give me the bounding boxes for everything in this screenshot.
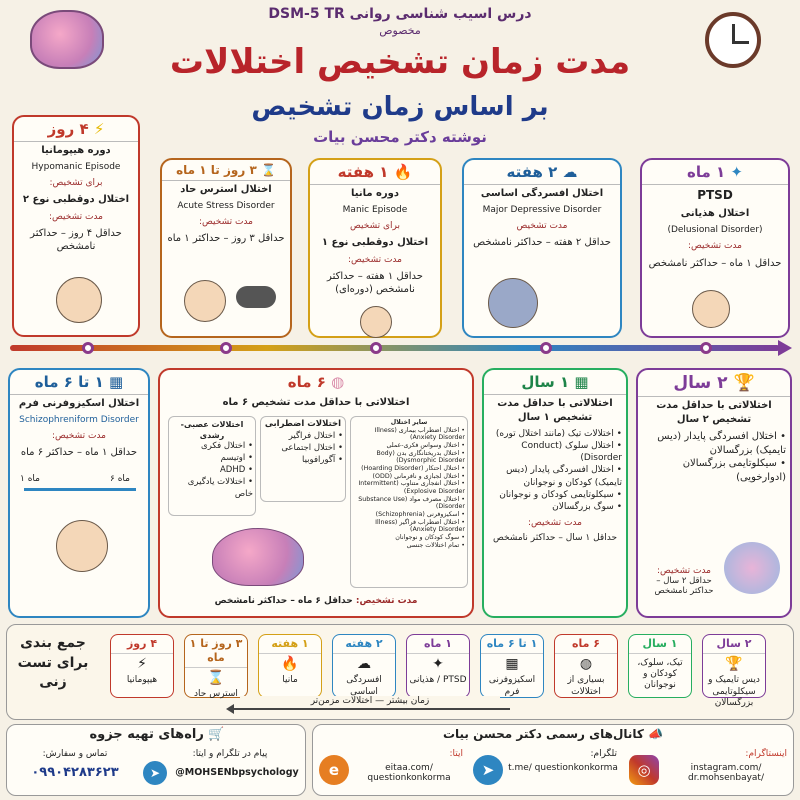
card-subtitle: اختلالاتی با حداقل مدت تشخیص ۶ ماه: [222, 397, 410, 408]
duration-label: مدت تشخیص: [516, 221, 568, 232]
duration-value: حداقل ۱ ماه – حداکثر نامشخص: [648, 257, 782, 269]
duration-label: مدت تشخیص:: [688, 241, 742, 252]
col-title: اختلالات اضطرابی: [264, 419, 342, 429]
calendar-icon: ▦: [109, 373, 124, 391]
eitaa-label: ایتا:: [449, 749, 463, 759]
card-name-en: Acute Stress Disorder: [177, 200, 275, 211]
list-item: • اختلال مصرف مواد (Substance Use Disorder): [358, 495, 465, 511]
calendar-icon: ▦: [574, 373, 589, 391]
duration-label: مدت تشخیص:: [657, 566, 711, 576]
list-item: • اختلال اجتماعی: [281, 442, 343, 453]
summary-box-icon: ⌛: [207, 669, 225, 686]
duration-value: حداقل ۲ هفته – حداکثر نامشخص: [473, 237, 611, 249]
card-two-years: [636, 368, 792, 618]
card-tag: ۱ تا ۶ ماه: [34, 373, 104, 391]
summary-box-icon: 🔥: [281, 655, 299, 672]
duration-label: مدت تشخیص:: [528, 517, 582, 528]
summary-box-duration: ۱ سال: [629, 635, 691, 654]
list-item: • تمام اختلالات جنسی: [406, 541, 465, 549]
card-tag: ۱ ماه: [687, 163, 726, 181]
timeline-dot: [700, 342, 712, 354]
fire-icon: 🔥: [393, 163, 413, 181]
card-tag: ۳ روز تا ۱ ماه: [176, 163, 257, 177]
list-item: • اختلالات تیک (مانند اختلال توره): [495, 429, 622, 439]
summary-box-duration: ۲ سال: [703, 635, 765, 654]
list-item: • اختلال لجبازی و نافرمانی (ODD): [372, 472, 465, 480]
instagram-icon: ◎: [629, 755, 659, 785]
list-item: • اسکیزوفرنی (Schizophrenia): [375, 511, 465, 519]
card-name: اختلال استرس حاد: [180, 184, 272, 195]
rain-cloud-icon: ☁: [562, 163, 578, 181]
summary-box-label: دیس تایمیک و سیکلوتایمی بزرگسالان: [708, 675, 760, 708]
telegram-icon: ➤: [143, 761, 167, 785]
list-item: • اختلال بدریختانگاری بدن (Body Dysmorphic Disorder): [376, 449, 465, 465]
col-anxiety: [260, 416, 346, 502]
summary-box-duration: ۶ ماه: [555, 635, 617, 654]
card-name-en: Manic Episode: [342, 204, 408, 215]
col-items: [263, 431, 343, 467]
contact-label: تماس و سفارش:: [42, 749, 108, 759]
list-item: • سیکلوتایمی کودکان و نوجوانان: [499, 489, 622, 500]
list-item: • اختلال فکری: [201, 441, 253, 452]
summary-box-icon: ☁: [357, 655, 371, 672]
col-neurodev: [168, 416, 256, 516]
summary-box: [480, 634, 544, 698]
summary-box-duration: ۴ روز: [111, 635, 173, 654]
summary-box-icon: 🏆: [725, 655, 743, 672]
brain-hands-illustration: [212, 528, 304, 586]
card-items: [638, 428, 790, 486]
summary-box-icon: ◍: [579, 655, 593, 672]
timeline-dot: [82, 342, 94, 354]
card-schizophreniform: [8, 368, 150, 618]
prep-box: [6, 724, 306, 796]
phone-number[interactable]: ۰۹۹۰۴۲۸۳۶۲۳: [31, 765, 119, 780]
summary-box: [258, 634, 322, 698]
col-items: [171, 441, 253, 500]
summary-box-duration: ۱ ماه: [407, 635, 469, 654]
duration-label: مدت تشخیص:: [355, 596, 418, 606]
range-arrow-left-label: ۱ ماه: [20, 474, 40, 484]
list-item: • اختلال سلوک (Conduct Disorder): [521, 441, 622, 464]
summary-box-label: اسکیزوفرنی فرم: [488, 675, 536, 697]
col-title: اختلالات عصبی-رشدی: [180, 420, 244, 441]
happy-person-illustration: [56, 277, 102, 323]
contact-handle[interactable]: @MOHSENbpsychology: [175, 767, 299, 778]
card-acute-stress: [160, 158, 292, 338]
cart-icon: 🛒: [208, 727, 225, 742]
lightning-icon: ⚡: [93, 120, 105, 138]
timeline-arrowhead: [778, 340, 792, 356]
card-name: اختلال افسردگی اساسی: [480, 188, 604, 199]
timeline-dot: [370, 342, 382, 354]
col-items: [353, 427, 465, 550]
eitaa-link[interactable]: eitaa.com/ questionkonkorma: [367, 763, 451, 783]
summary-box-label: تیک، سلوک، کودکان و نوجوانان: [637, 657, 683, 691]
col-title: سایر اختلال: [390, 419, 428, 426]
list-item: • سیکلوتایمی بزرگسالان (ادوارخویی): [682, 458, 786, 483]
summary-box-icon: ▦: [505, 655, 519, 672]
stressed-person-illustration: [184, 280, 226, 322]
summary-box-label: افسردگی اساسی: [346, 675, 382, 697]
puzzle-icon: ✦: [730, 163, 743, 181]
manic-person-illustration: [360, 306, 392, 338]
eitaa-icon: e: [319, 755, 349, 785]
timeline-bar: [10, 345, 780, 351]
range-arrow-right-label: ۶ ماه: [110, 474, 130, 484]
confused-person-illustration: [692, 290, 730, 328]
list-item: • اختلال فراگیر: [288, 430, 343, 441]
summary-box-label: PTSD / هذیانی: [409, 675, 467, 686]
duration-value: حداقل ۶ ماه – حداکثر نامشخص: [214, 596, 353, 606]
trophy-icon: 🏆: [733, 373, 755, 393]
worried-person-illustration: [56, 520, 108, 572]
card-major-depressive: [462, 158, 622, 338]
telegram-icon: ➤: [473, 755, 503, 785]
duration-label: مدت تشخیص:: [199, 217, 253, 228]
instagram-link[interactable]: instagram.com/ dr.mohsenbayat/: [688, 763, 764, 783]
summary-box-icon: ⚡: [137, 655, 147, 672]
card-name-en: Major Depressive Disorder: [482, 204, 602, 215]
list-item: • اختلال اضطراب فراگیر (Illness Anxiety Disorder): [375, 518, 465, 534]
duration-value: حداقل ۱ سال – حداکثر نامشخص: [492, 533, 618, 544]
card-name: اختلال اسکیزوفرنی فرم: [18, 398, 140, 409]
summary-arrowhead: [226, 704, 234, 714]
card-name: دوره مانیا: [350, 188, 400, 199]
duration-label: مدت تشخیص:: [348, 254, 402, 265]
card-name: دوره هیپومانیا: [41, 145, 111, 156]
summary-box-duration: ۱ تا ۶ ماه: [481, 635, 543, 654]
duration-label: مدت تشخیص:: [49, 211, 103, 222]
list-item: • اختلال افسردگی پایدار (دیس تایمیک) کودکان و نوجوانان: [506, 465, 622, 488]
card-tag: ۱ هفته: [337, 163, 389, 181]
card-name-en: Schizophreniform Disorder: [19, 414, 139, 425]
list-item: • اوتیسم: [220, 453, 253, 464]
duration-value: حداقل ۱ هفته – حداکثر نامشخص (دوره‌ای): [327, 270, 423, 296]
duration-label: مدت تشخیص:: [52, 431, 106, 442]
card-tag: ۴ روز: [47, 120, 89, 138]
clock-icon: [705, 12, 761, 68]
course-title: درس اسیب شناسی روانی DSM-5 TR: [268, 6, 532, 22]
card-tag: ۲ هفته: [506, 163, 558, 181]
for-value: اختلال دوقطبی نوع ۲: [22, 194, 130, 206]
for-label: برای تشخیص: [350, 221, 400, 232]
author: نوشته دکتر محسن بیات: [313, 128, 487, 146]
brain-icon: ◍: [331, 373, 345, 391]
summary-box-label: مانیا: [282, 675, 298, 686]
card-name-en: اختلال هذیانی: [680, 208, 750, 220]
duration-value: حداقل ۴ روز – حداکثر نامشخص: [30, 227, 122, 253]
channels-title: کانال‌های رسمی دکتر محسن بیات: [442, 727, 644, 741]
card-extra: (Delusional Disorder): [667, 224, 763, 235]
page-subtitle: بر اساس زمان تشخیص: [251, 92, 549, 122]
list-item: • سوگ کودکان و نوجوانان: [395, 534, 465, 542]
summary-box: [332, 634, 396, 698]
summary-box-duration: ۱ هفته: [259, 635, 321, 654]
duration-value: حداقل ۱ ماه – حداکثر ۶ ماه: [20, 447, 138, 459]
summary-box-label: بسیاری از اختلالات: [567, 675, 605, 697]
card-tag: ۲ سال: [673, 373, 728, 393]
telegram-eitaa-label: پیام در تلگرام و ایتا:: [192, 749, 268, 759]
range-arrow: [24, 488, 136, 491]
megaphone-icon: 📣: [648, 727, 664, 741]
summary-box: [554, 634, 618, 698]
telegram-link[interactable]: t.me/ questionkonkorma: [508, 763, 618, 773]
list-item: • اختلالات یادگیری خاص: [187, 477, 253, 499]
card-six-months: [158, 368, 474, 618]
summary-arrow: [230, 708, 510, 710]
summary-box-label: هیپومانیا: [126, 675, 158, 686]
card-hypomanic: [12, 115, 140, 337]
list-item: • آگورافوبیا: [302, 454, 343, 465]
timeline-dot: [540, 342, 552, 354]
brain-left-icon: [30, 10, 104, 69]
summary-title: جمع بندی برای تست زنی: [17, 635, 89, 691]
duration-value: حداقل ۳ روز – حداکثر ۱ ماه: [167, 233, 285, 245]
card-tag: ۱ سال: [521, 373, 570, 391]
telegram-label: تلگرام:: [590, 749, 617, 759]
for-value: اختلال دوقطبی نوع ۱: [321, 237, 429, 249]
summary-box: [628, 634, 692, 698]
list-item: • ADHD: [219, 465, 253, 476]
card-name-en: Hypomanic Episode: [31, 161, 121, 172]
summary-box-icon: ✦: [432, 655, 444, 672]
card-manic: [308, 158, 442, 338]
summary-box-duration: ۳ روز تا ۱ ماه: [185, 635, 247, 668]
card-tag: ۶ ماه: [287, 373, 326, 391]
list-item: • اختلال انفجاری متناوب (Intermittent Explosive Disorder): [358, 480, 465, 496]
course-subtitle: مخصوص: [379, 24, 421, 37]
card-name: PTSD: [697, 188, 733, 202]
summary-arrow-label: زمان بیشتر — اختلالات مزمن‌تر: [240, 696, 500, 706]
card-subtitle: اختلالاتی با حداقل مدت تشخیص ۱ سال: [497, 398, 613, 423]
card-one-year: [482, 368, 628, 618]
sad-person-illustration: [488, 278, 538, 328]
col-other: [350, 416, 468, 588]
list-item: • اختلال اضطراب بیماری (Illness Anxiety Disorder): [374, 426, 465, 442]
list-item: • اختلال وسواس فکری-عملی: [386, 442, 465, 450]
summary-box-label: استرس حاد: [194, 689, 238, 699]
summary-box-duration: ۲ هفته: [333, 635, 395, 654]
channels-box: [312, 724, 794, 796]
card-ptsd: [640, 158, 790, 338]
summary-box: [702, 634, 766, 708]
for-label: برای تشخیص:: [49, 178, 103, 189]
hourglass-icon: ⌛: [260, 163, 276, 177]
card-items: [484, 426, 626, 515]
page-title: مدت زمان تشخیص اختلالات: [169, 42, 631, 82]
list-item: • سوگ بزرگسالان: [552, 501, 622, 512]
list-item: • اختلال افسردگی پایدار (دیس تایمیک) بزرگسالان: [657, 431, 786, 456]
summary-box: [110, 634, 174, 698]
duration-value: حداقل ۲ سال – حداکثر نامشخص: [654, 576, 714, 596]
list-item: • اختلال احتکار (Hoarding Disorder): [361, 465, 465, 473]
storm-cloud-icon: [236, 286, 276, 308]
prep-title: راه‌های تهیه جزوه: [89, 727, 204, 742]
card-subtitle: اختلالاتی با حداقل مدت تشخیص ۲ سال: [656, 400, 772, 425]
timeline-dot: [220, 342, 232, 354]
summary-box: [184, 634, 248, 698]
tree-illustration: [724, 542, 780, 594]
instagram-label: اینستاگرام:: [745, 749, 787, 759]
summary-box: [406, 634, 470, 698]
